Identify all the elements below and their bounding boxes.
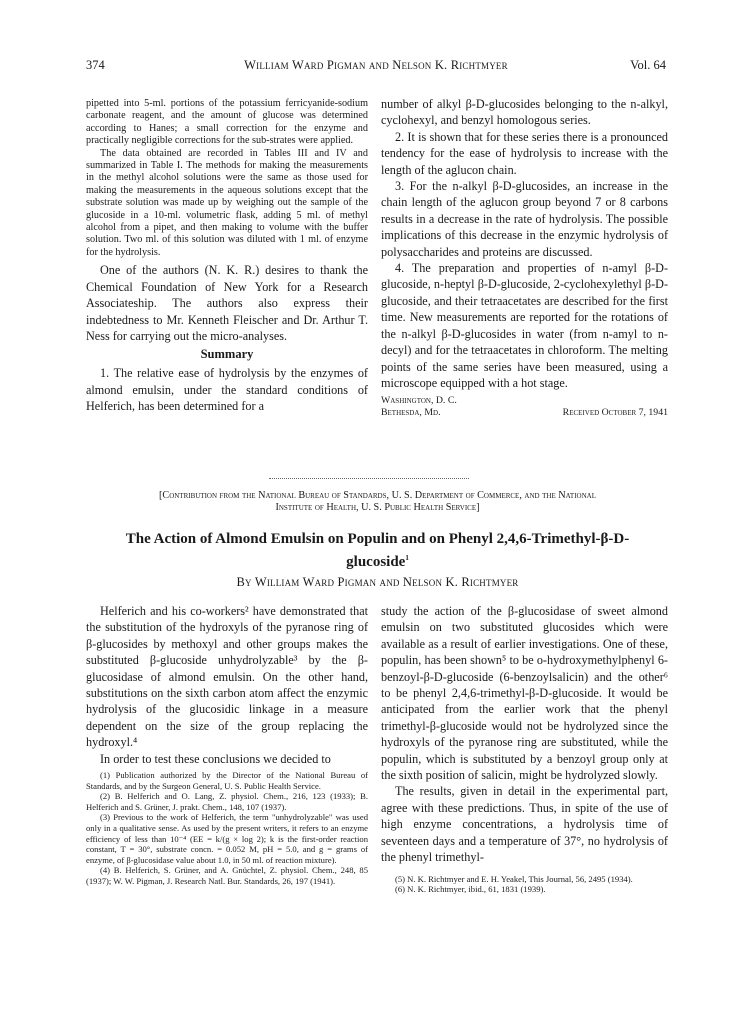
volume-label: Vol. 64 [630,58,666,72]
bottom-left-column [86,603,368,887]
location-bethesda: Bethesda, Md. [381,407,441,419]
article-title-line-1: The Action of Almond Emulsin on Populin and on Phenyl 2,4,6-Trimethyl-β-D- [125,531,630,547]
footnotes-right [381,874,668,895]
location-washington: Washington, D. C. [381,395,457,407]
running-title: William Ward Pigman and Nelson K. Richtmyer [244,58,508,72]
summary-point-3: 3. For the n-alkyl β-D-glucosides, an increase in the chain length of the aglucon group beyond 7 or 8 carbons results in a decrease in the rate of hydrolysis. The possible implications of this decrease in the enzymic hydrolysis of polysaccharides and proteins are discussed. [381,179,668,259]
footnote-6: (6) N. K. Richtmyer, ibid., 61, 1831 (1939). [395,884,546,895]
results-paragraph: The results, given in detail in the experimental part, agree with these predictions. Thus, in spite of the use of high enzyme concentrations, a hydrolysis time of seventeen days and a temperature of 37°, no hydrolysis of the phenyl trimethyl- [381,784,668,865]
page-number: 374 [86,58,105,72]
footnotes-left [86,770,368,887]
signature-block [381,395,668,421]
title-footnote-mark: 1 [405,554,409,562]
summary-point-2: 2. It is shown that for these series there is a pronounced tendency for the ease of hydrolysis to increase with the length of the aglucon chain. [381,129,668,177]
intro-paragraph-2: In order to test these conclusions we decided to [100,751,331,766]
article-title-line-2: glucoside [346,554,406,570]
received-date: Received October 7, 1941 [562,407,668,419]
bottom-right-column [381,603,668,895]
footnote-3: (3) Previous to the work of Helferich, the term "unhydrolyzable" was used only in a qualitative sense. As used by the present writers, it refers to an enzyme efficiency of less than 10⁻⁴ (EE = k/(g × log 2); k is the first-order reaction constant, T = 30°, substrate concn. = 0.052 M, pH = 5.0, and g = grams of enzyme, of β-glucosidase value about 1.0, in 50 ml. of reaction mixture). [86,812,368,865]
footnote-5: (5) N. K. Richtmyer and E. H. Yeakel, This Journal, 56, 2495 (1934). [395,873,633,884]
article-authors: By William Ward Pigman and Nelson K. Richtmyer [236,575,519,589]
summary-point-1-cont: number of alkyl β-D-glucosides belonging to the n-alkyl, cyclohexyl, and benzyl homologous series. [381,97,668,128]
article-title [86,530,669,572]
footnote-1: (1) Publication authorized by the Director of the National Bureau of Standards, and by the Surgeon General, U. S. Public Health Service. [86,770,368,791]
methods-paragraph: pipetted into 5-ml. portions of the potassium ferricyanide-sodium carbonate reagent, and the amount of glucose was determined according to Hanes; a small correction for the enzyme and practically negligible corrections for the sub-strates were applied. [86,98,368,147]
summary-heading: Summary [200,347,254,362]
contribution-note [86,490,669,515]
top-left-column [86,98,368,415]
contribution-line-2: Institute of Health, U. S. Public Health Service] [275,502,480,514]
intro-paragraph: Helferich and his co-workers² have demonstrated that the substitution of the hydroxyls of the pyranose ring of β-glucosides by methoxyl and other groups makes the substituted β-glucoside unhydrolyzable³ by the β-glucosidase of almond emulsin. On the other hand, substitutions on the sixth carbon atom affect the enzymic hydrolysis of the glucosidic linkage in a measure dependent on the size of the group replacing the hydroxyl.⁴ [86,604,368,750]
data-paragraph: The data obtained are recorded in Tables III and IV and summarized in Table I. The methods for making the measurements in the methyl alcohol solutions were the same as those used for making the measurements in the aqueous solutions except that the substrate solution was made up by weighing out the sample of the glucoside in a 10-ml. volumetric flask, adding 5 ml. of methyl alcohol from a pipet, and then making to volume with the buffer solution. Two ml. of this solution was diluted with 1 ml. of enzyme for the hydrolysis. [86,147,368,258]
summary-point-1: 1. The relative ease of hydrolysis by the enzymes of almond emulsin, under the standard conditions of Helferich, has been determined for a [86,366,368,414]
running-header [86,58,666,78]
footnote-4: (4) B. Helferich, S. Grüner, and A. Gnüchtel, Z. physiol. Chem., 248, 85 (1937); W. W. Pigman, J. Research Natl. Bur. Standards, 26, 197 (1941). [86,865,368,886]
intro-paragraph-cont: study the action of the β-glucosidase of sweet almond emulsin on two substituted glucosides which were available as a result of earlier investigations. One of these, populin, has been shown⁵ to be o-hydroxymethylphenyl 6-benzoyl-β-D-glucoside (6-benzoylsalicin) and the other⁶ to be phenyl 2,4,6-trimethyl-β-D-glucoside. It would be anticipated from the earlier work that the phenyl trimethyl-β-glucoside would not be hydrolyzed since the hydroxyls of the pyranose ring are substituted, while the populin, which is substituted by a benzoyl group only at the sixth position of salicin, might be hydrolyzed slowly. [381,604,668,783]
section-divider [269,478,469,479]
contribution-line-1: [Contribution from the National Bureau of Standards, U. S. Department of Commerce, and the National [159,490,596,501]
footnote-2: (2) B. Helferich and O. Lang, Z. physiol. Chem., 216, 123 (1933); B. Helferich and S. Grüner, J. prakt. Chem., 148, 107 (1937). [86,791,368,812]
acknowledgment-paragraph: One of the authors (N. K. R.) desires to thank the Chemical Foundation of New York for a Research Associateship. The authors also express their indebtedness to Mr. Kenneth Fleischer and Dr. Arthur T. Ness for carrying out the micro-analyses. [86,263,368,343]
summary-point-4: 4. The preparation and properties of n-amyl β-D-glucoside, n-heptyl β-D-glucoside, 2-cyclohexylethyl β-D-glucoside, and their tetraacetates are described for the first time. New measurements are reported for the rotations of the n-alkyl β-D-glucosides in water (from n-amyl to n-decyl) and for the tetraacetates in chloroform. The melting points of the same series have been measured, using a microscope equipped with a hot stage. [381,261,668,390]
top-right-column [381,96,668,421]
